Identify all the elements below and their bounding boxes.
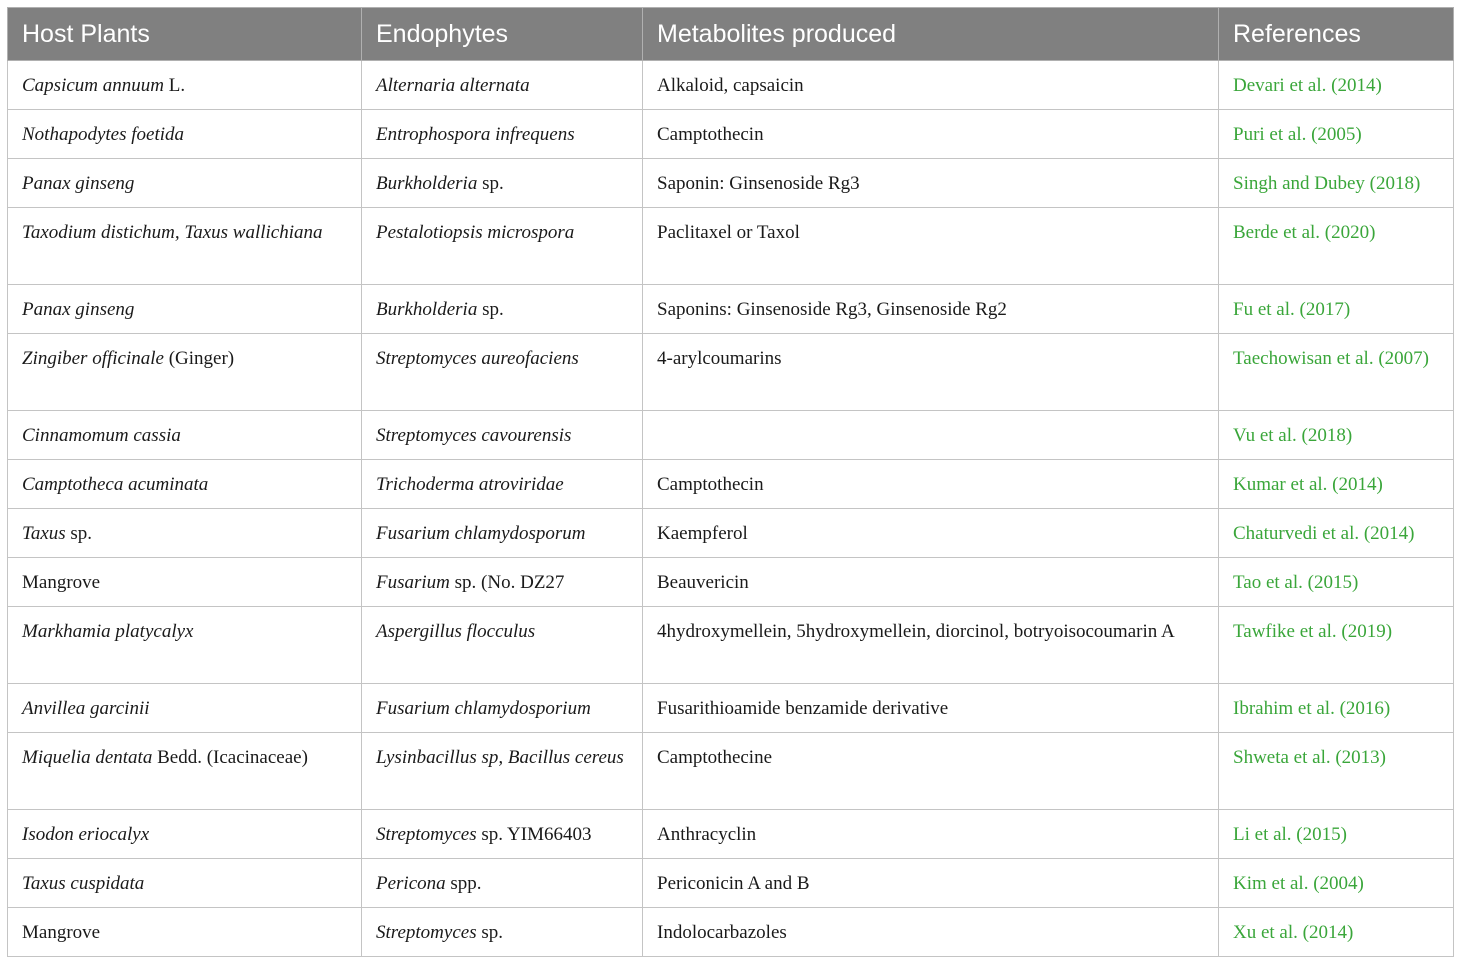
host-plant-cell-text: Taxus cuspidata bbox=[22, 873, 145, 894]
metabolites-cell bbox=[643, 411, 1219, 460]
table-row bbox=[8, 411, 1454, 460]
table-row bbox=[8, 558, 1454, 607]
table-row bbox=[8, 159, 1454, 208]
reference-link[interactable]: Kumar et al. (2014) bbox=[1233, 474, 1383, 495]
reference-link[interactable]: Ibrahim et al. (2016) bbox=[1233, 698, 1391, 719]
endophyte-cell-text: Trichoderma atroviridae bbox=[376, 474, 564, 495]
host-plant-cell bbox=[8, 859, 362, 908]
table-row bbox=[8, 509, 1454, 558]
header-endophytes: Endophytes bbox=[362, 8, 643, 61]
reference-link[interactable]: Devari et al. (2014) bbox=[1233, 75, 1382, 96]
metabolites-cell: Kaempferol bbox=[643, 509, 1219, 558]
table-row bbox=[8, 110, 1454, 159]
reference-link[interactable]: Taechowisan et al. (2007) bbox=[1233, 348, 1429, 369]
metabolites-cell: Camptothecine bbox=[643, 733, 1219, 810]
reference-cell bbox=[1219, 810, 1454, 859]
host-plant-cell bbox=[8, 908, 362, 957]
reference-cell bbox=[1219, 460, 1454, 509]
reference-cell bbox=[1219, 607, 1454, 684]
reference-link[interactable]: Vu et al. (2018) bbox=[1233, 425, 1353, 446]
host-plant-cell-text: Isodon eriocalyx bbox=[22, 824, 150, 845]
table-row bbox=[8, 908, 1454, 957]
metabolites-cell: 4-arylcoumarins bbox=[643, 334, 1219, 411]
header-host-plants: Host Plants bbox=[8, 8, 362, 61]
table-row bbox=[8, 733, 1454, 810]
endophyte-cell bbox=[362, 159, 643, 208]
metabolites-cell: Beauvericin bbox=[643, 558, 1219, 607]
endophyte-cell-text: Streptomyces cavourensis bbox=[376, 425, 572, 446]
metabolites-cell: Indolocarbazoles bbox=[643, 908, 1219, 957]
endophyte-cell-text: Streptomyces bbox=[376, 922, 477, 943]
endophyte-cell-text: sp. bbox=[476, 922, 504, 943]
metabolites-cell: Saponin: Ginsenoside Rg3 bbox=[643, 159, 1219, 208]
reference-link[interactable]: Puri et al. (2005) bbox=[1233, 124, 1362, 145]
endophyte-cell bbox=[362, 460, 643, 509]
host-plant-cell bbox=[8, 208, 362, 285]
table-row bbox=[8, 285, 1454, 334]
reference-cell bbox=[1219, 684, 1454, 733]
reference-link[interactable]: Tao et al. (2015) bbox=[1233, 572, 1359, 593]
endophyte-cell bbox=[362, 684, 643, 733]
reference-cell bbox=[1219, 61, 1454, 110]
endophyte-cell bbox=[362, 558, 643, 607]
host-plant-cell-text: Taxodium distichum, Taxus wallichiana bbox=[22, 222, 323, 243]
endophyte-cell bbox=[362, 285, 643, 334]
reference-cell bbox=[1219, 733, 1454, 810]
table-header bbox=[8, 8, 1454, 61]
host-plant-cell bbox=[8, 411, 362, 460]
endophyte-cell bbox=[362, 733, 643, 810]
host-plant-cell bbox=[8, 61, 362, 110]
endophyte-cell-text: sp. YIM66403 bbox=[476, 824, 592, 845]
endophyte-cell bbox=[362, 208, 643, 285]
endophyte-cell bbox=[362, 334, 643, 411]
host-plant-cell-text: Zingiber officinale bbox=[22, 348, 164, 369]
reference-link[interactable]: Chaturvedi et al. (2014) bbox=[1233, 523, 1415, 544]
reference-link[interactable]: Kim et al. (2004) bbox=[1233, 873, 1364, 894]
table-row bbox=[8, 810, 1454, 859]
table-row bbox=[8, 684, 1454, 733]
metabolites-cell: Paclitaxel or Taxol bbox=[643, 208, 1219, 285]
endophyte-cell-text: Fusarium bbox=[376, 572, 450, 593]
host-plant-cell-text: Capsicum annuum bbox=[22, 75, 164, 96]
table-row bbox=[8, 208, 1454, 285]
host-plant-cell-text: Bedd. (Icacinaceae) bbox=[152, 747, 308, 768]
host-plant-cell-text: (Ginger) bbox=[163, 348, 235, 369]
metabolites-cell: Periconicin A and B bbox=[643, 859, 1219, 908]
reference-cell bbox=[1219, 110, 1454, 159]
reference-cell bbox=[1219, 411, 1454, 460]
reference-cell bbox=[1219, 558, 1454, 607]
metabolites-cell: Camptothecin bbox=[643, 460, 1219, 509]
metabolites-cell: Camptothecin bbox=[643, 110, 1219, 159]
metabolites-cell: Alkaloid, capsaicin bbox=[643, 61, 1219, 110]
host-plant-cell-text: Panax ginseng bbox=[22, 173, 135, 194]
table-body bbox=[8, 61, 1454, 957]
table-row bbox=[8, 607, 1454, 684]
endophyte-cell bbox=[362, 810, 643, 859]
endophyte-cell-text: Burkholderia bbox=[376, 299, 478, 320]
endophyte-cell bbox=[362, 61, 643, 110]
reference-cell bbox=[1219, 509, 1454, 558]
endophyte-cell-text: Fusarium chlamydosporum bbox=[376, 523, 586, 544]
reference-link[interactable]: Li et al. (2015) bbox=[1233, 824, 1347, 845]
reference-cell bbox=[1219, 908, 1454, 957]
reference-link[interactable]: Xu et al. (2014) bbox=[1233, 922, 1354, 943]
endophyte-cell-text: sp. bbox=[477, 173, 504, 194]
endophyte-cell-text: Aspergillus flocculus bbox=[376, 621, 536, 642]
header-references: References bbox=[1219, 8, 1454, 61]
host-plant-cell bbox=[8, 810, 362, 859]
endophyte-cell bbox=[362, 607, 643, 684]
reference-link[interactable]: Singh and Dubey (2018) bbox=[1233, 173, 1421, 194]
endophyte-cell-text: Burkholderia bbox=[376, 173, 478, 194]
endophyte-cell-text: Pestalotiopsis microspora bbox=[376, 222, 575, 243]
metabolites-cell: Saponins: Ginsenoside Rg3, Ginsenoside Rg2 bbox=[643, 285, 1219, 334]
host-plant-cell-text: Taxus bbox=[22, 523, 66, 544]
endophyte-cell-text: Streptomyces aureofaciens bbox=[376, 348, 579, 369]
host-plant-cell-text: L. bbox=[163, 75, 186, 96]
metabolites-cell: 4hydroxymellein, 5hydroxymellein, diorcinol, botryoisocoumarin A bbox=[643, 607, 1219, 684]
host-plant-cell bbox=[8, 733, 362, 810]
table-row bbox=[8, 334, 1454, 411]
endophyte-cell-text: Pericona bbox=[376, 873, 446, 894]
reference-link[interactable]: Fu et al. (2017) bbox=[1233, 299, 1351, 320]
table-row bbox=[8, 859, 1454, 908]
host-plant-cell-text: Cinnamomum cassia bbox=[22, 425, 181, 446]
host-plant-cell-text: Anvillea garcinii bbox=[22, 698, 150, 719]
metabolites-cell: Anthracyclin bbox=[643, 810, 1219, 859]
host-plant-cell-text: Panax ginseng bbox=[22, 299, 135, 320]
host-plant-cell-text: Mangrove bbox=[22, 922, 101, 943]
endophyte-cell-text: Lysinbacillus sp, Bacillus cereus bbox=[376, 747, 624, 768]
reference-link[interactable]: Tawfike et al. (2019) bbox=[1233, 621, 1393, 642]
table-row bbox=[8, 61, 1454, 110]
endophyte-cell-text: Alternaria alternata bbox=[376, 75, 530, 96]
header-metabolites: Metabolites produced bbox=[643, 8, 1219, 61]
host-plant-cell-text: Markhamia platycalyx bbox=[22, 621, 194, 642]
host-plant-cell-text: sp. bbox=[65, 523, 93, 544]
host-plant-cell bbox=[8, 509, 362, 558]
host-plant-cell bbox=[8, 460, 362, 509]
endophyte-cell-text: Streptomyces bbox=[376, 824, 477, 845]
endophyte-cell-text: Fusarium chlamydosporium bbox=[376, 698, 591, 719]
host-plant-cell-text: Camptotheca acuminata bbox=[22, 474, 209, 495]
endophyte-cell bbox=[362, 908, 643, 957]
endophyte-cell bbox=[362, 859, 643, 908]
host-plant-cell bbox=[8, 159, 362, 208]
table-row bbox=[8, 460, 1454, 509]
header-row bbox=[8, 8, 1454, 61]
reference-cell bbox=[1219, 208, 1454, 285]
endophyte-cell bbox=[362, 411, 643, 460]
host-plant-cell-text: Nothapodytes foetida bbox=[22, 124, 185, 145]
endophyte-cell bbox=[362, 110, 643, 159]
endophyte-cell-text: sp. (No. DZ27 bbox=[449, 572, 565, 593]
host-plant-cell-text: Mangrove bbox=[22, 572, 101, 593]
host-plant-cell bbox=[8, 285, 362, 334]
reference-cell bbox=[1219, 859, 1454, 908]
host-plant-cell bbox=[8, 334, 362, 411]
endophyte-cell-text: sp. bbox=[477, 299, 504, 320]
reference-link[interactable]: Shweta et al. (2013) bbox=[1233, 747, 1387, 768]
host-plant-cell-text: Miquelia dentata bbox=[22, 747, 153, 768]
reference-cell bbox=[1219, 334, 1454, 411]
endophyte-cell-text: spp. bbox=[445, 873, 482, 894]
host-plant-cell bbox=[8, 684, 362, 733]
host-plant-cell bbox=[8, 558, 362, 607]
metabolites-cell: Fusarithioamide benzamide derivative bbox=[643, 684, 1219, 733]
endophyte-cell bbox=[362, 509, 643, 558]
reference-link[interactable]: Berde et al. (2020) bbox=[1233, 222, 1376, 243]
host-plant-cell bbox=[8, 110, 362, 159]
endophyte-metabolites-table bbox=[7, 7, 1454, 957]
reference-cell bbox=[1219, 285, 1454, 334]
host-plant-cell bbox=[8, 607, 362, 684]
reference-cell bbox=[1219, 159, 1454, 208]
endophyte-cell-text: Entrophospora infrequens bbox=[376, 124, 575, 145]
